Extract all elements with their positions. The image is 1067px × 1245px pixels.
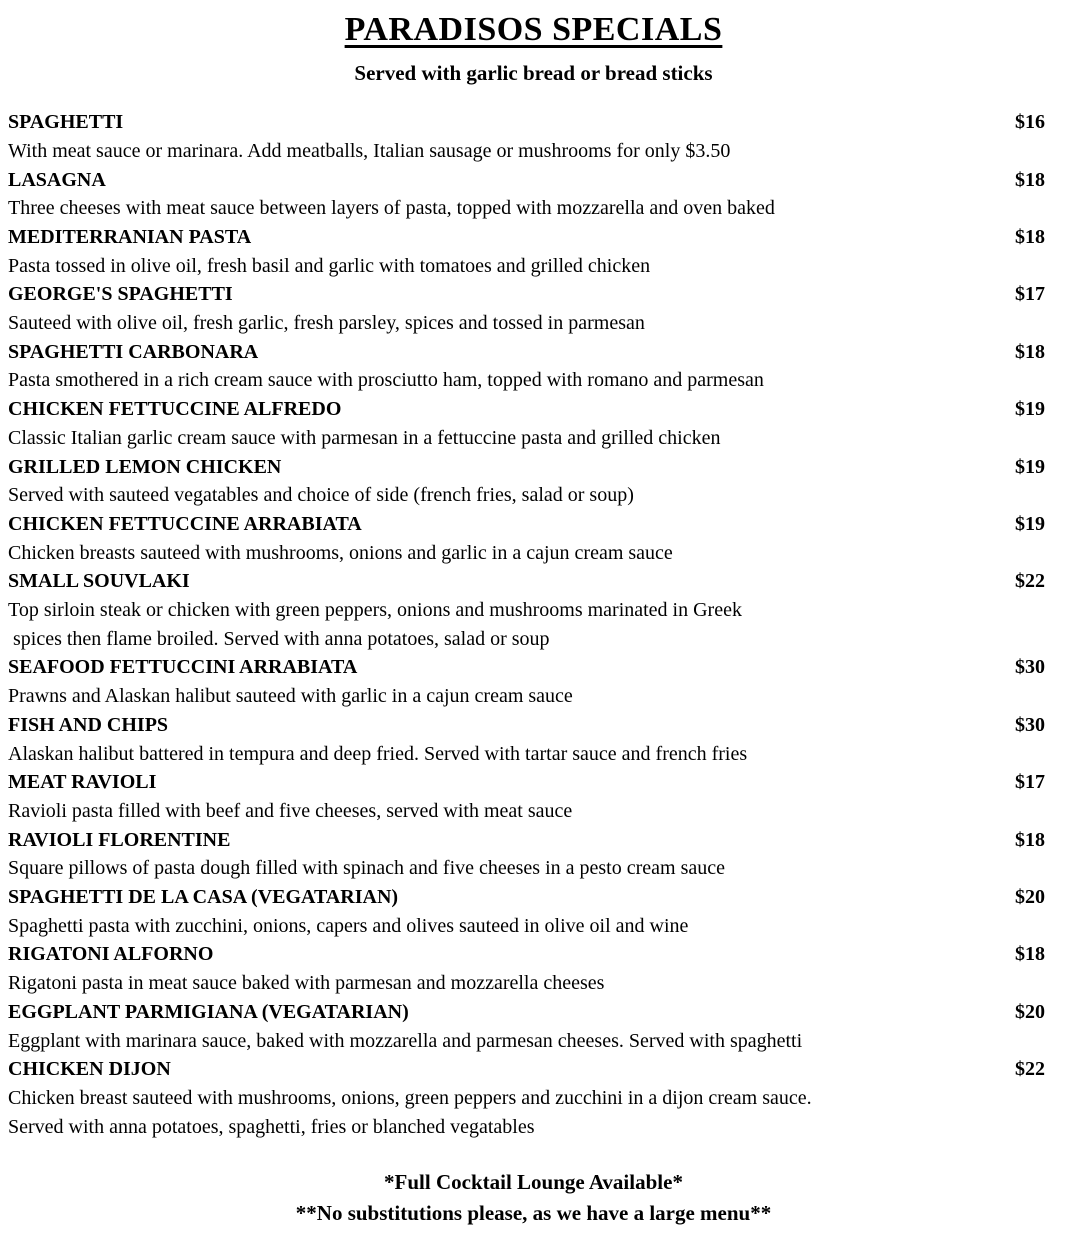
item-name-price-row: [8, 1055, 1045, 1084]
item-description-line: Pasta smothered in a rich cream sauce with prosciutto ham, topped with romano and parmesan: [8, 369, 764, 392]
menu-item: [8, 223, 1045, 280]
item-description-line: Sauteed with olive oil, fresh garlic, fresh parsley, spices and tossed in parmesan: [8, 312, 645, 335]
item-description-line: Square pillows of pasta dough filled with spinach and five cheeses in a pesto cream sauce: [8, 857, 726, 880]
page-title: PARADISOS SPECIALS: [344, 11, 723, 48]
item-name: EGGPLANT PARMIGIANA (VEGATARIAN): [8, 1000, 409, 1023]
item-name-price-row: [8, 108, 1045, 137]
item-name: RAVIOLI FLORENTINE: [8, 828, 231, 851]
item-name: CHICKEN FETTUCCINE ARRABIATA: [8, 512, 362, 535]
menu-item: [8, 108, 1045, 165]
item-price: $19: [1015, 512, 1045, 535]
item-description-line: Ravioli pasta filled with beef and five cheeses, served with meat sauce: [8, 799, 573, 822]
item-price: $30: [1015, 713, 1045, 736]
footer-note-no-substitutions: **No substitutions please, as we have a large menu**: [295, 1201, 772, 1226]
item-description: [8, 252, 1045, 281]
item-price: $19: [1015, 398, 1045, 421]
menu-item: [8, 768, 1045, 825]
item-name: RIGATONI ALFORNO: [8, 943, 214, 966]
item-description-line: Spaghetti pasta with zucchini, onions, capers and olives sauteed in olive oil and wine: [8, 914, 689, 937]
item-description-line: Pasta tossed in olive oil, fresh basil and garlic with tomatoes and grilled chicken: [8, 254, 651, 277]
item-name-price-row: [8, 395, 1045, 424]
item-name: GRILLED LEMON CHICKEN: [8, 455, 282, 478]
item-description: [8, 797, 1045, 826]
item-description-line: Eggplant with marinara sauce, baked with mozzarella and parmesan cheeses. Served with spaghetti: [8, 1029, 803, 1052]
item-name-price-row: [8, 883, 1045, 912]
item-description: [8, 309, 1045, 338]
menu-list: [0, 108, 1067, 1141]
menu-item: [8, 711, 1045, 768]
item-description-line: Chicken breasts sauteed with mushrooms, onions and garlic in a cajun cream sauce: [8, 541, 673, 564]
item-name-price-row: [8, 826, 1045, 855]
item-name: SPAGHETTI CARBONARA: [8, 340, 259, 363]
item-price: $18: [1015, 225, 1045, 248]
menu-footer: [0, 1167, 1067, 1229]
item-description: [8, 481, 1045, 510]
item-description: [8, 969, 1045, 998]
item-description-line: Prawns and Alaskan halibut sauteed with garlic in a cajun cream sauce: [8, 685, 573, 708]
item-name-price-row: [8, 338, 1045, 367]
item-name: GEORGE'S SPAGHETTI: [8, 283, 233, 306]
item-description-line: spices then flame broiled. Served with anna potatoes, salad or soup: [8, 627, 550, 650]
menu-item: [8, 166, 1045, 223]
item-name: CHICKEN FETTUCCINE ALFREDO: [8, 398, 342, 421]
item-name: SMALL SOUVLAKI: [8, 570, 190, 593]
item-price: $22: [1015, 1058, 1045, 1081]
item-price: $17: [1015, 771, 1045, 794]
item-price: $19: [1015, 455, 1045, 478]
item-name: LASAGNA: [8, 168, 106, 191]
item-price: $20: [1015, 886, 1045, 909]
menu-item: [8, 998, 1045, 1055]
item-price: $17: [1015, 283, 1045, 306]
item-description: [8, 740, 1045, 769]
item-description-line: Chicken breast sauteed with mushrooms, onions, green peppers and zucchini in a dijon cream sauce.: [8, 1087, 812, 1109]
item-description-line: With meat sauce or marinara. Add meatballs, Italian sausage or mushrooms for only $3.50: [8, 139, 731, 162]
item-name-price-row: [8, 453, 1045, 482]
item-name-price-row: [8, 166, 1045, 195]
item-description-line: Top sirloin steak or chicken with green peppers, onions and mushrooms marinated in Greek: [8, 599, 742, 622]
menu-item: [8, 883, 1045, 940]
item-name-price-row: [8, 653, 1045, 682]
item-name-price-row: [8, 223, 1045, 252]
item-description-line: Rigatoni pasta in meat sauce baked with parmesan and mozzarella cheeses: [8, 972, 605, 995]
item-description-line: Served with sauteed vegatables and choice of side (french fries, salad or soup): [8, 484, 634, 507]
item-name: SPAGHETTI: [8, 111, 124, 134]
item-price: $20: [1015, 1000, 1045, 1023]
item-description: [8, 1084, 1045, 1141]
menu-item: [8, 510, 1045, 567]
item-description: [8, 1027, 1045, 1056]
item-description: [8, 194, 1045, 223]
item-description-line: Classic Italian garlic cream sauce with parmesan in a fettuccine pasta and grilled chicken: [8, 426, 721, 449]
item-price: $30: [1015, 656, 1045, 679]
item-description: [8, 366, 1045, 395]
item-description: [8, 912, 1045, 941]
menu-item: [8, 1055, 1045, 1141]
menu-item: [8, 453, 1045, 510]
menu-item: [8, 338, 1045, 395]
item-price: $16: [1015, 111, 1045, 134]
menu-item: [8, 280, 1045, 337]
item-name: FISH AND CHIPS: [8, 713, 169, 736]
item-name-price-row: [8, 711, 1045, 740]
menu-item: [8, 940, 1045, 997]
item-price: $18: [1015, 943, 1045, 966]
footer-note-cocktail-lounge: *Full Cocktail Lounge Available*: [384, 1170, 683, 1195]
item-description: [8, 854, 1045, 883]
menu-item: [8, 653, 1045, 710]
item-description: [8, 137, 1045, 166]
page-subtitle: Served with garlic bread or bread sticks: [354, 60, 713, 85]
item-name: CHICKEN DIJON: [8, 1058, 171, 1081]
item-name-price-row: [8, 998, 1045, 1027]
item-name-price-row: [8, 768, 1045, 797]
item-name-price-row: [8, 567, 1045, 596]
menu-item: [8, 567, 1045, 653]
menu-header: [0, 10, 1067, 87]
menu-item: [8, 395, 1045, 452]
item-name: MEDITERRANIAN PASTA: [8, 225, 252, 248]
item-name-price-row: [8, 280, 1045, 309]
item-name-price-row: [8, 940, 1045, 969]
menu-item: [8, 826, 1045, 883]
item-name-price-row: [8, 510, 1045, 539]
item-price: $18: [1015, 168, 1045, 191]
item-name: SEAFOOD FETTUCCINI ARRABIATA: [8, 656, 358, 679]
item-price: $18: [1015, 340, 1045, 363]
item-price: $18: [1015, 828, 1045, 851]
item-description: [8, 596, 1045, 653]
item-price: $22: [1015, 570, 1045, 593]
item-name: SPAGHETTI DE LA CASA (VEGATARIAN): [8, 886, 399, 909]
item-description-line: Alaskan halibut battered in tempura and deep fried. Served with tartar sauce and french fries: [8, 742, 748, 765]
item-description: [8, 682, 1045, 711]
item-name: MEAT RAVIOLI: [8, 771, 157, 794]
item-description: [8, 424, 1045, 453]
item-description-line: Three cheeses with meat sauce between layers of pasta, topped with mozzarella and oven baked: [8, 197, 775, 220]
item-description: [8, 539, 1045, 568]
item-description-line: Served with anna potatoes, spaghetti, fries or blanched vegatables: [8, 1115, 535, 1138]
